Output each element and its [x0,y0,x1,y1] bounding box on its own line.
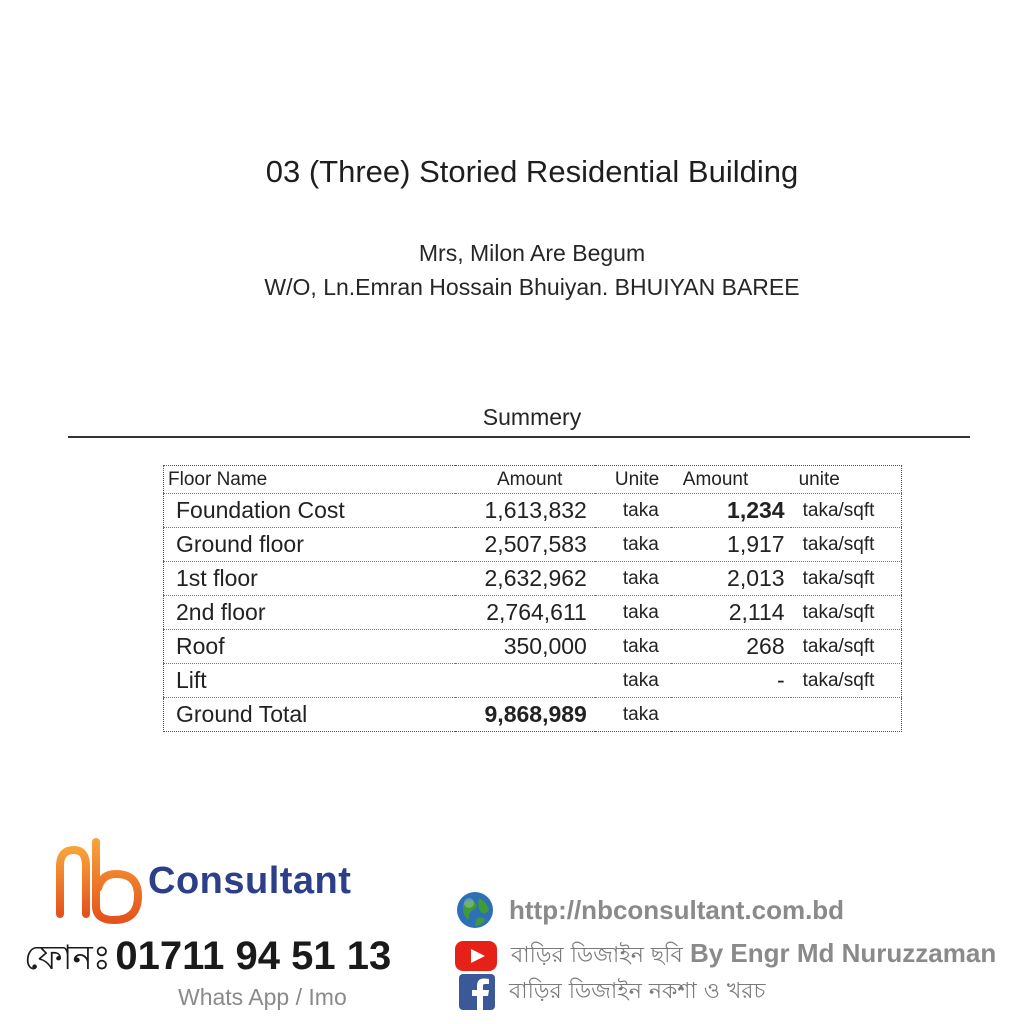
floor-name: 1st floor [164,562,455,596]
total-unit: taka [595,698,671,732]
youtube-text-author: By Engr Md Nuruzzaman [689,937,997,968]
nb-consultant-logo [52,836,392,926]
page-title: 03 (Three) Storied Residential Building [265,154,799,189]
phone-label: ফোনঃ [24,938,111,978]
floor-unit: taka [595,494,671,528]
owner-name: Mrs, Milon Are Begum [418,240,646,266]
column-header-amount: Amount [496,468,563,490]
table-row [164,664,902,698]
floor-amount: 2,507,583 [455,528,595,562]
nb-logo-icon [52,836,152,926]
youtube-icon [455,941,497,971]
floor-rate-unit: taka/sqft [791,664,902,698]
table-row [164,528,902,562]
facebook-text-bangla: বাড়ির ডিজাইন নকশা ও খরচ [509,978,766,1004]
owner-info [0,236,1024,304]
summary-divider [68,436,970,438]
floor-unit: taka [595,596,671,630]
table-row [164,596,902,630]
floor-unit: taka [595,630,671,664]
website-url[interactable]: http://nbconsultant.com.bd [509,894,845,925]
youtube-link[interactable] [455,936,996,976]
phone-number[interactable]: 01711 94 51 13 [115,934,392,978]
total-rate-empty [671,698,791,732]
floor-rate: 2,114 [671,596,791,630]
column-header-rate-unit: unite [798,468,840,490]
youtube-text-bangla: বাড়ির ডিজাইন ছবি [511,942,683,968]
floor-name: Roof [164,630,455,664]
floor-rate: 2,013 [671,562,791,596]
globe-icon [455,890,495,930]
table-header-row [164,466,902,494]
owner-address: W/O, Ln.Emran Hossain Bhuiyan. BHUIYAN BAREE [264,274,800,300]
floor-name: Ground floor [164,528,455,562]
floor-rate-unit: taka/sqft [791,630,902,664]
floor-name: Foundation Cost [164,494,455,528]
floor-rate-unit: taka/sqft [791,494,902,528]
floor-unit: taka [595,528,671,562]
column-header-unit: Unite [614,468,660,490]
floor-rate: 1,917 [671,528,791,562]
floor-amount: 2,764,611 [455,596,595,630]
floor-unit: taka [595,664,671,698]
floor-rate: - [671,664,791,698]
phone-contact [24,932,391,989]
floor-rate: 1,234 [671,494,791,528]
total-amount: 9,868,989 [455,698,595,732]
floor-rate: 268 [671,630,791,664]
column-header-floor-name: Floor Name [168,468,268,490]
table-total-row [164,698,902,732]
website-link[interactable] [455,890,844,930]
floor-rate-unit: taka/sqft [791,596,902,630]
column-header-rate: Amount [682,468,749,490]
floor-amount: 350,000 [455,630,595,664]
whatsapp-imo-label: Whats App / Imo [178,984,347,1010]
facebook-icon [459,974,495,1010]
cost-summary-table [163,465,902,732]
floor-amount: 2,632,962 [455,562,595,596]
brand-name: Consultant [148,860,352,902]
floor-unit: taka [595,562,671,596]
floor-rate-unit: taka/sqft [791,562,902,596]
floor-amount: 1,613,832 [455,494,595,528]
floor-rate-unit: taka/sqft [791,528,902,562]
summary-heading: Summery [482,404,582,430]
table-row [164,630,902,664]
total-rate-unit-empty [791,698,902,732]
floor-amount [455,664,595,698]
floor-name: Lift [164,664,455,698]
facebook-link[interactable] [455,972,765,1012]
table-row [164,562,902,596]
floor-name: 2nd floor [164,596,455,630]
table-row [164,494,902,528]
total-label: Ground Total [164,698,455,732]
